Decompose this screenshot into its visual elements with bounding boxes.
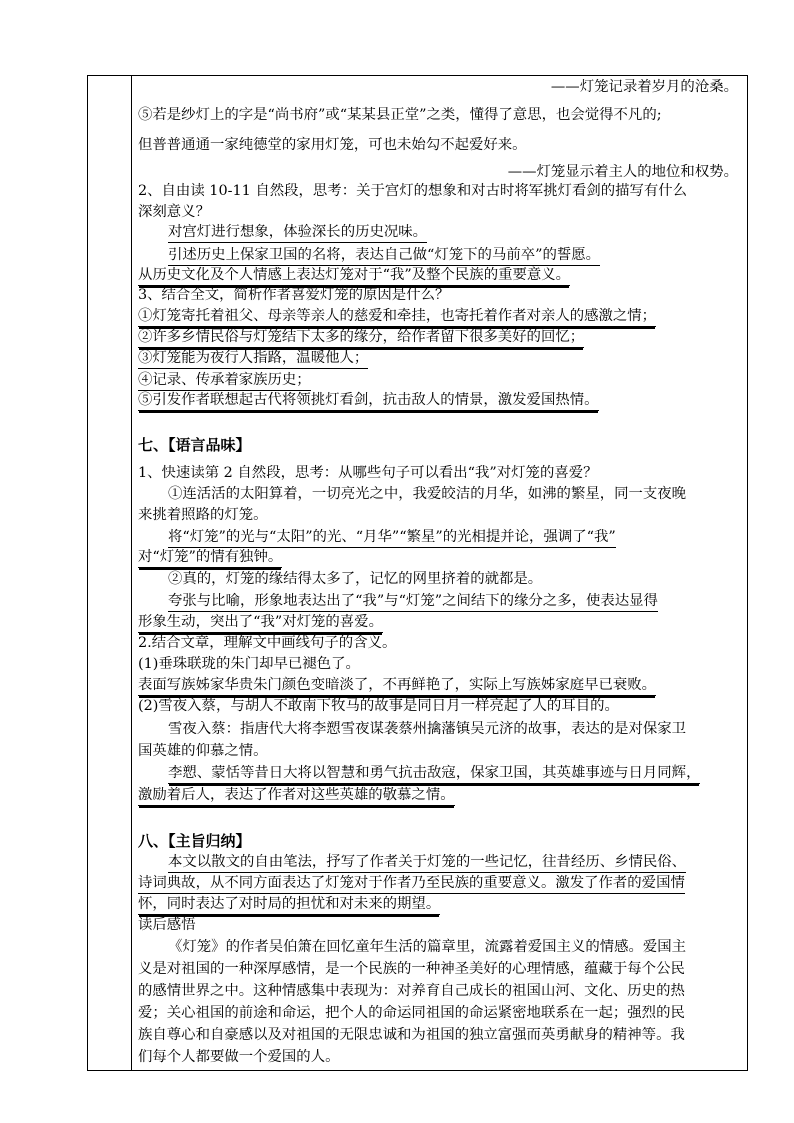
text-span: 将“灯笼”的光与“太阳”的光、“月华”“繁星”的光相提并论，强调了“我”	[168, 528, 616, 548]
answer-line	[168, 853, 686, 873]
text-line: ⑤若是纱灯上的字是“尚书府”或“某某县正堂”之类，懂得了意思，也会觉得不凡的;	[138, 107, 662, 123]
question-line: 2.结合文章，理解文中画线句子的含义。	[138, 635, 397, 651]
conclusion-line	[138, 78, 744, 96]
text-line: 《灯笼》的作者吴伯箫在回忆童年生活的篇章里，流露着爱国主义的情感。爱国主	[168, 939, 687, 955]
answer-line	[138, 613, 383, 633]
left-column	[88, 76, 132, 1070]
text-line: 的感情世界之中。这种情感集中表现为：对养育自己成长的祖国山河、文化、历史的热	[138, 983, 685, 999]
question-line: 2、自由读 10-11 自然段，思考：关于宫灯的想象和对古时将军挑灯看剑的描写有什么	[138, 183, 688, 199]
question-line: 1、快速读第 2 自然段，思考：从哪些句子可以看出“我”对灯笼的喜爱？	[138, 465, 598, 481]
subheading: 读后感悟	[138, 917, 196, 933]
question-line: 3、结合全文，简析作者喜爱灯笼的原因是什么？	[138, 287, 450, 303]
text-span: 对“灯笼”的情有独钟。	[138, 548, 282, 568]
text-span: ①灯笼寄托着祖父、母亲等亲人的慈爱和牵挂，也寄托着作者对亲人的感激之情；	[138, 307, 656, 327]
section-heading: 七、【语言品味】	[138, 436, 251, 454]
text-span: 激励着后人，表达了作者对这些英雄的敬慕之情。	[138, 786, 455, 806]
text-line: 族自尊心和自豪感以及对祖国的无限忠诚和为祖国的独立富强而英勇献身的精神等。我	[138, 1027, 685, 1043]
text-line: 雪夜入蔡：指唐代大将李愬雪夜谋袭蔡州擒藩镇吴元济的故事，表达的是对保家卫	[168, 721, 687, 737]
answer-line	[138, 307, 656, 327]
text-span: ⑤引发作者联想起古代将领挑灯看剑，抗击敌人的情景，激发爱国热情。	[138, 391, 599, 411]
conclusion-line	[138, 163, 744, 181]
answer-line	[168, 223, 427, 243]
answer-line	[138, 349, 368, 369]
text-span: ②许多乡情民俗与灯笼结下太多的缘分，给作者留下很多美好的回忆；	[138, 328, 584, 348]
quote-line: (2)雪夜入蔡，与胡人不敢南下牧马的故事是同日月一样亮起了人的耳目的。	[138, 698, 619, 714]
text-line: 义是对祖国的一种深厚感情，是一个民族的一种神圣美好的心理情感，蕴藏于每个公民	[138, 961, 685, 977]
text-line: 但普普通通一家纯德堂的家用灯笼，可也未始勾不起爱好来。	[138, 137, 527, 153]
quote-line: (1)垂珠联珑的朱门却早已褪色了。	[138, 656, 360, 672]
answer-line	[138, 786, 455, 806]
section-heading: 八、【主旨归纳】	[138, 832, 251, 850]
text-span: ——灯笼显示着主人的地位和权势。	[507, 164, 738, 180]
text-span: 诗词典故，从不同方面表达了灯笼对于作者乃至民族的重要意义。激发了作者的爱国情	[138, 874, 685, 894]
answer-line	[138, 676, 656, 696]
text-line: 国英雄的仰慕之情。	[138, 743, 268, 759]
answer-line	[138, 328, 584, 348]
answer-line	[138, 895, 440, 915]
text-span: 怀，同时表达了对时局的担忧和对未来的期望。	[138, 895, 440, 915]
answer-line	[138, 391, 599, 411]
question-line: 深刻意义？	[138, 204, 210, 220]
answer-line	[138, 371, 311, 391]
text-span: 李愬、蒙恬等昔日大将以智慧和勇气抗击敌寇，保家卫国，其英雄事迹与日月同辉，	[168, 764, 700, 784]
quote-line: ①连活活的太阳算着，一切亮光之中，我爱皎洁的月华，如沸的繁星，同一支夜晚	[168, 486, 687, 502]
text-span: 夸张与比喻，形象地表达出了“我”与“灯笼”之间结下的缘分之多，使表达显得	[168, 592, 658, 612]
text-span: 本文以散文的自由笔法，抒写了作者关于灯笼的一些记忆，往昔经历、乡情民俗、	[168, 853, 686, 873]
text-span: ——灯笼记录着岁月的沧桑。	[550, 79, 738, 95]
text-span: ③灯笼能为夜行人指路，温暖他人；	[138, 349, 368, 369]
text-line: 爱；关心祖国的前途和命运，把个人的命运同祖国的命运紧密地联系在一起；强烈的民	[138, 1005, 685, 1021]
answer-line	[168, 592, 658, 612]
answer-line	[168, 246, 600, 266]
text-span: 引述历史上保家卫国的名将，表达自己做“灯笼下的马前卒”的誓愿。	[168, 246, 600, 266]
text-span: ④记录、传承着家族历史；	[138, 371, 311, 391]
text-span: 形象生动，突出了“我”对灯笼的喜爱。	[138, 613, 383, 633]
answer-line	[138, 266, 570, 286]
answer-line	[168, 764, 700, 784]
text-span: 对宫灯进行想象，体验深长的历史况味。	[168, 223, 427, 243]
text-span: 表面写族姊家华贵朱门颜色变暗淡了，不再鲜艳了，实际上写族姊家庭早已衰败。	[138, 676, 656, 696]
text-line: 们每个人都要做一个爱国的人。	[138, 1049, 340, 1065]
quote-line: 来挑着照路的灯笼。	[138, 507, 268, 523]
answer-line	[138, 874, 685, 894]
answer-line	[138, 548, 282, 568]
answer-line	[168, 528, 616, 548]
quote-line: ②真的，灯笼的缘结得太多了，记忆的网里挤着的就都是。	[168, 571, 543, 587]
text-span: 从历史文化及个人情感上表达灯笼对于“我”及整个民族的重要意义。	[138, 266, 570, 286]
